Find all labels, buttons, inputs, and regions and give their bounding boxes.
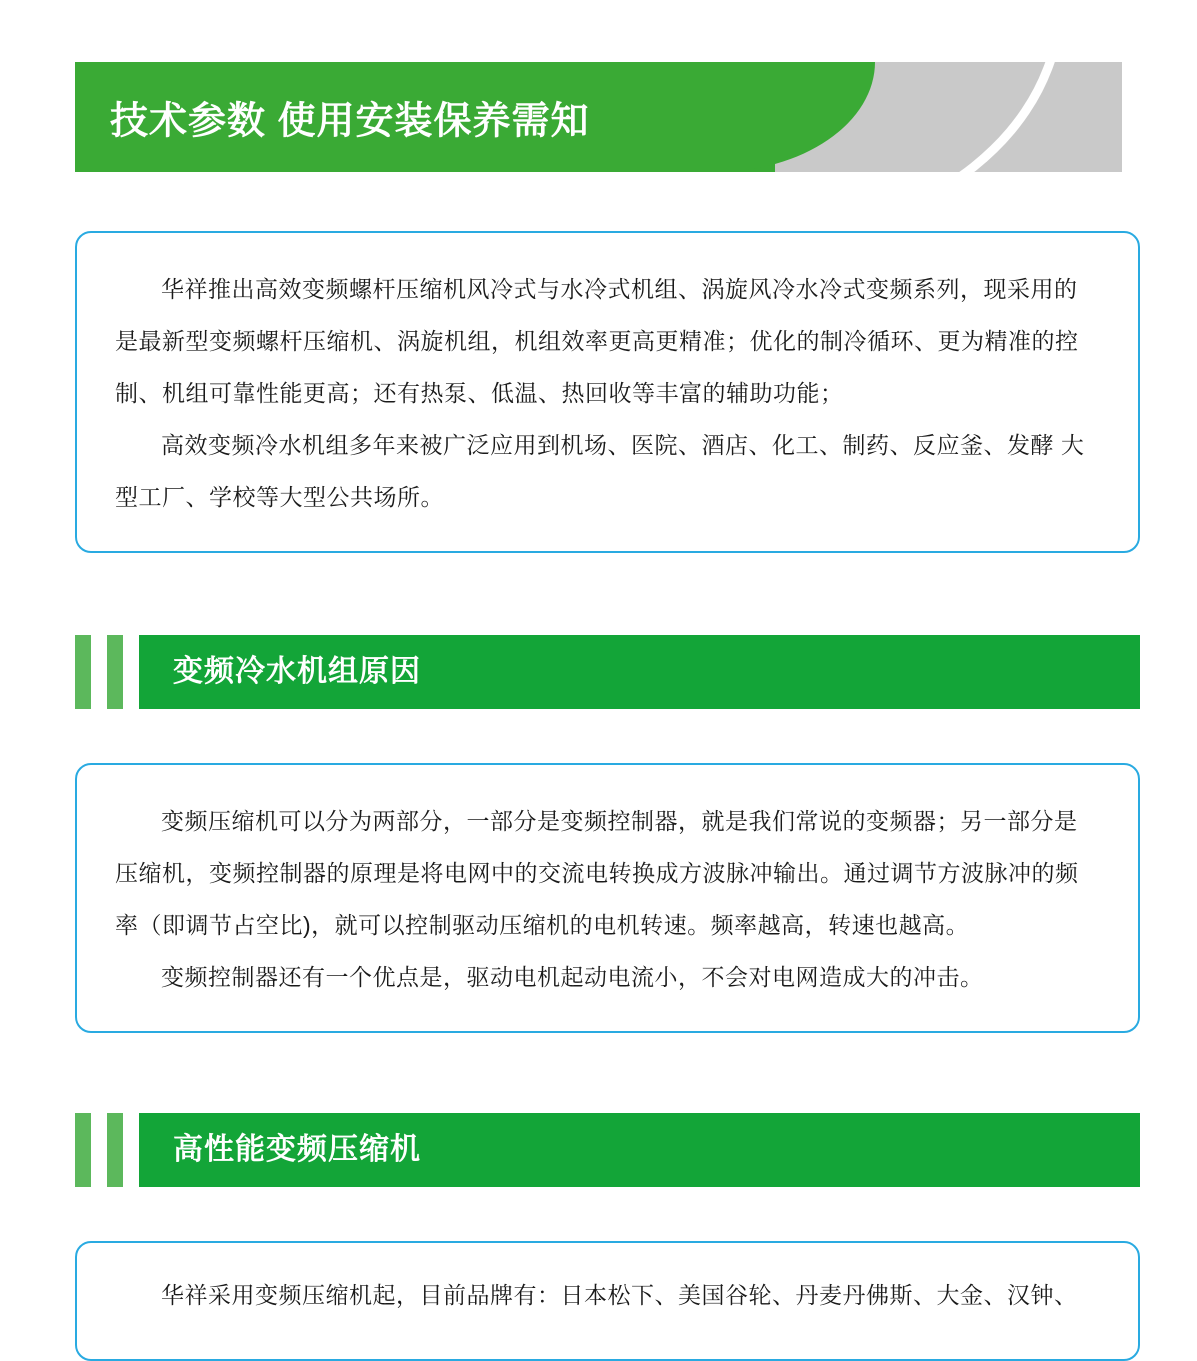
paragraph: 变频控制器还有一个优点是，驱动电机起动电流小，不会对电网造成大的冲击。 [161, 964, 984, 990]
section-bar-tick [75, 1113, 91, 1187]
section-header-performance [75, 1113, 1140, 1187]
paragraph: 变频压缩机可以分为两部分，一部分是变频控制器，就是我们常说的变频器；另一部分是压缩机，变频控制器的原理是将电网中的交流电转换成方波脉冲输出。通过调节方波脉冲的频率（即调节占空比)，就可以控制驱动压缩机的电机转速。频率越高，转速也越高。 [115, 808, 1079, 938]
header-swoosh-decoration [765, 62, 1065, 172]
section-title: 高性能变频压缩机 [173, 1133, 421, 1166]
reason-text-card [75, 763, 1140, 1033]
paragraph: 华祥采用变频压缩机起，目前品牌有：日本松下、美国谷轮、丹麦丹佛斯、大金、汉钟、 [161, 1282, 1078, 1308]
section-title: 变频冷水机组原因 [173, 655, 421, 688]
section-bar-tick [107, 635, 123, 709]
section-bar-tick [107, 1113, 123, 1187]
page-header-banner [75, 62, 1122, 172]
paragraph: 华祥推出高效变频螺杆压缩机风冷式与水冷式机组、涡旋风冷水冷式变频系列，现采用的是最新型变频螺杆压缩机、涡旋机组，机组效率更高更精准；优化的制冷循环、更为精准的控制、机组可靠性能更高；还有热泵、低温、热回收等丰富的辅助功能； [115, 276, 1079, 406]
page-title: 技术参数 使用安装保养需知 [110, 100, 590, 143]
paragraph: 高效变频冷水机组多年来被广泛应用到机场、医院、酒店、化工、制药、反应釜、发酵 大型工厂、学校等大型公共场所。 [115, 432, 1085, 510]
section-bar-tick [75, 635, 91, 709]
intro-text-card [75, 231, 1140, 553]
performance-text-card [75, 1241, 1140, 1361]
section-header-reason [75, 635, 1140, 709]
